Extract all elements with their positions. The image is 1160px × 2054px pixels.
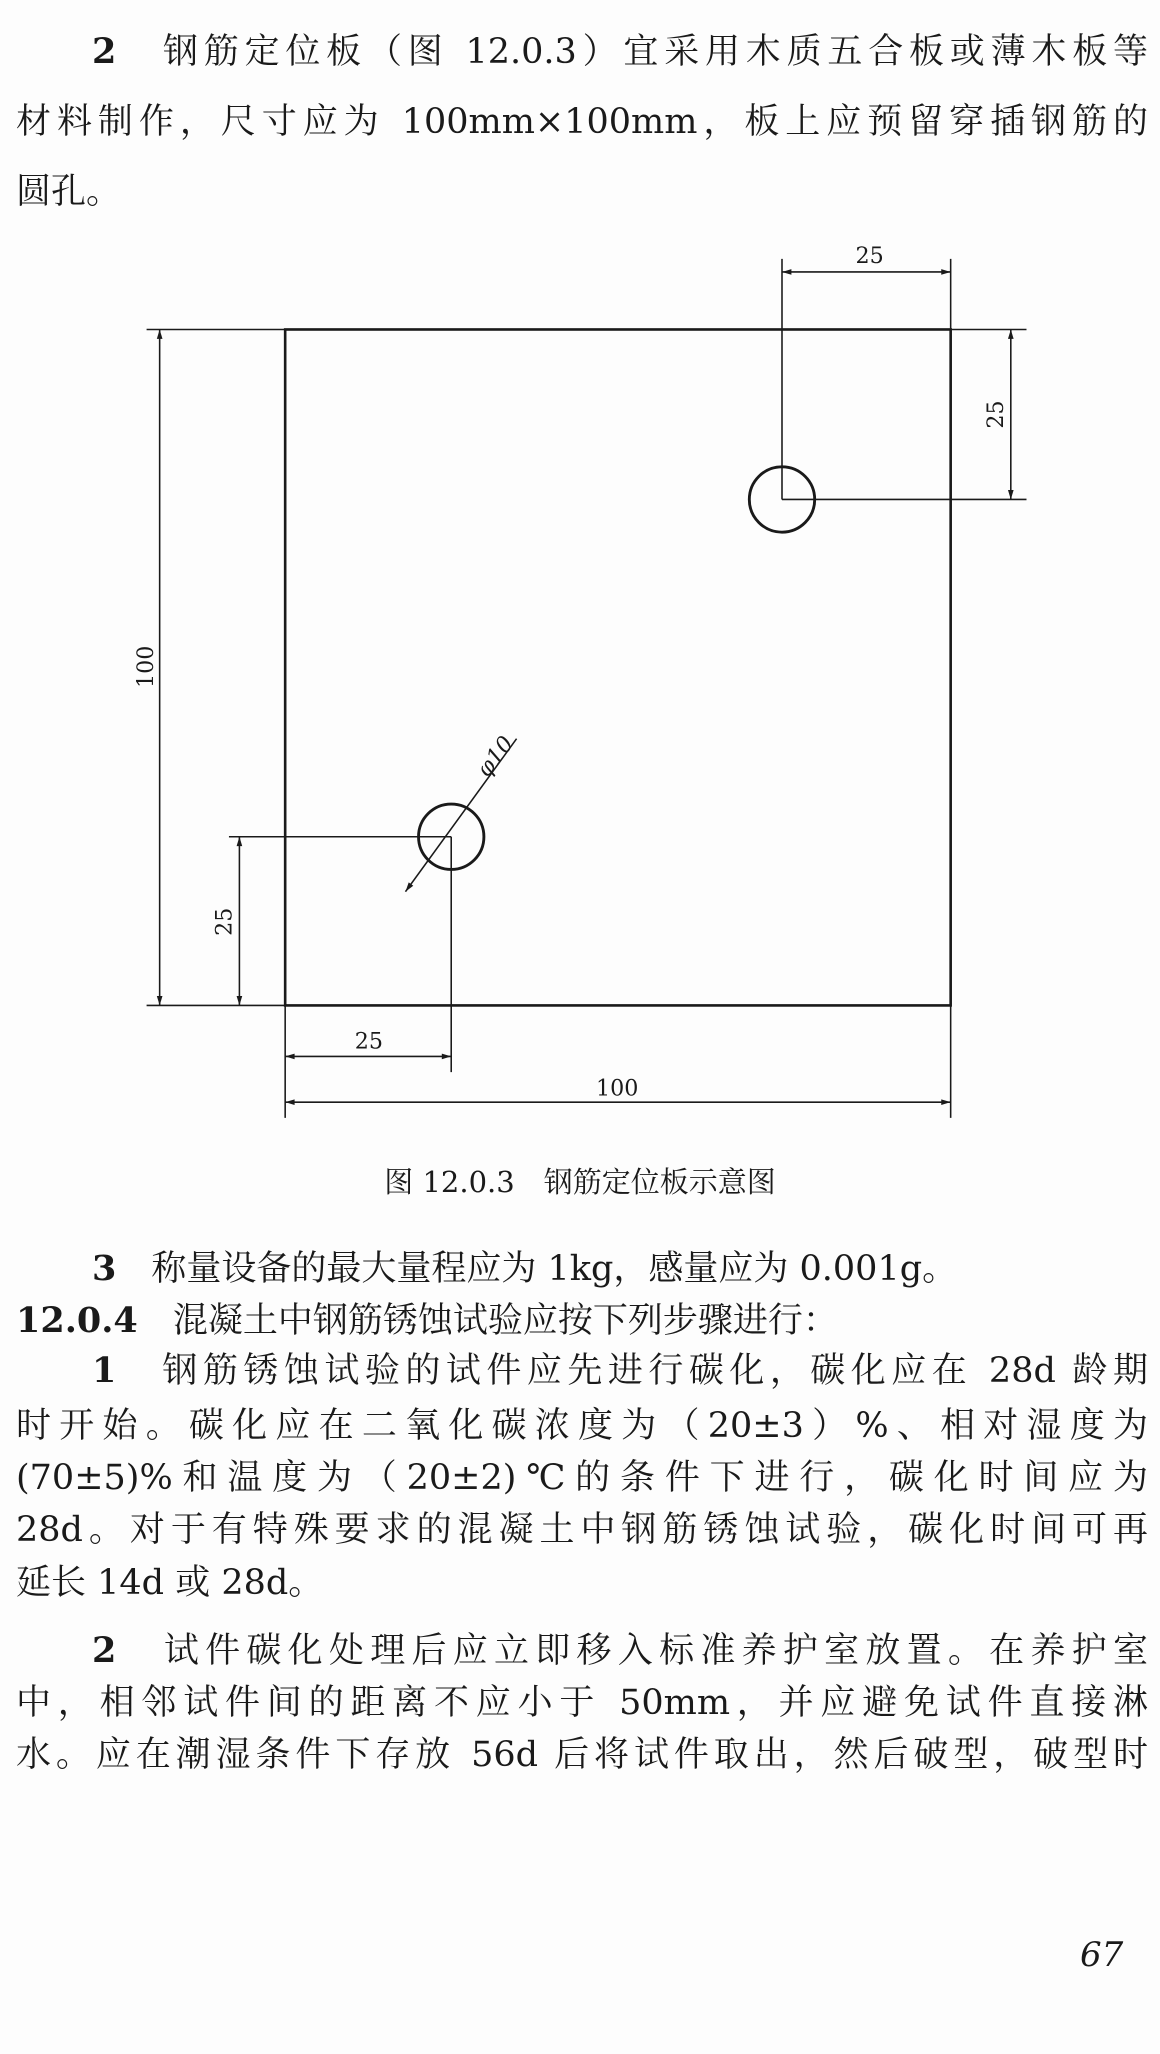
step-1-line-4: 28d。对于有特殊要求的混凝土中钢筋锈蚀试验，碳化时间可再 — [16, 1510, 1148, 1550]
step-1-line-1 — [92, 1349, 1148, 1393]
dim-bottom-25: 25 — [354, 1028, 383, 1055]
dimension-lines — [147, 259, 1027, 1118]
dim-diameter: φ10 — [471, 731, 520, 782]
page-number: 67 — [1080, 1935, 1124, 1975]
step-2-line-1 — [92, 1629, 1148, 1673]
para-3 — [92, 1247, 957, 1291]
item-number: 1 — [92, 1350, 117, 1391]
step-2-line-3: 水。应在潮湿条件下存放 56d 后将试件取出，然后破型，破型时 — [16, 1735, 1148, 1775]
para-2-line-3: 圆孔。 — [16, 172, 122, 212]
plate-outline — [285, 329, 950, 1005]
dim-left-100: 100 — [133, 645, 160, 689]
text: 钢筋定位板（图 12.0.3）宜采用木质五合板或薄木板等 — [162, 32, 1148, 72]
dim-left-25: 25 — [211, 907, 238, 936]
step-1-line-5: 延长 14d 或 28d。 — [16, 1563, 324, 1603]
item-number: 2 — [92, 1630, 117, 1671]
text: 试件碳化处理后应立即移入标准养护室放置。在养护室 — [163, 1631, 1148, 1671]
section-number: 12.0.4 — [16, 1300, 138, 1341]
text: 钢筋锈蚀试验的试件应先进行碳化，碳化应在 28d 龄期 — [162, 1351, 1148, 1391]
dim-top-25: 25 — [855, 242, 884, 269]
section-text: 混凝土中钢筋锈蚀试验应按下列步骤进行： — [172, 1301, 838, 1341]
step-1-line-3: (70±5)%和温度为（20±2)℃的条件下进行，碳化时间应为 — [16, 1458, 1148, 1498]
item-number: 3 — [92, 1248, 117, 1289]
para-2-line-2: 材料制作，尺寸应为 100mm×100mm，板上应预留穿插钢筋的 — [16, 102, 1148, 142]
section-12-0-4 — [16, 1299, 838, 1343]
step-1-line-2: 时开始。碳化应在二氧化碳浓度为（20±3）%、相对湿度为 — [16, 1406, 1148, 1446]
dim-right-25: 25 — [982, 400, 1009, 429]
item-number: 2 — [92, 31, 117, 72]
text: 称量设备的最大量程应为 1kg，感量应为 0.001g。 — [151, 1249, 958, 1289]
step-2-line-2: 中，相邻试件间的距离不应小于 50mm，并应避免试件直接淋 — [16, 1683, 1148, 1723]
figure-caption: 图 12.0.3 钢筋定位板示意图 — [384, 1165, 776, 1199]
dim-bottom-100: 100 — [596, 1075, 639, 1102]
